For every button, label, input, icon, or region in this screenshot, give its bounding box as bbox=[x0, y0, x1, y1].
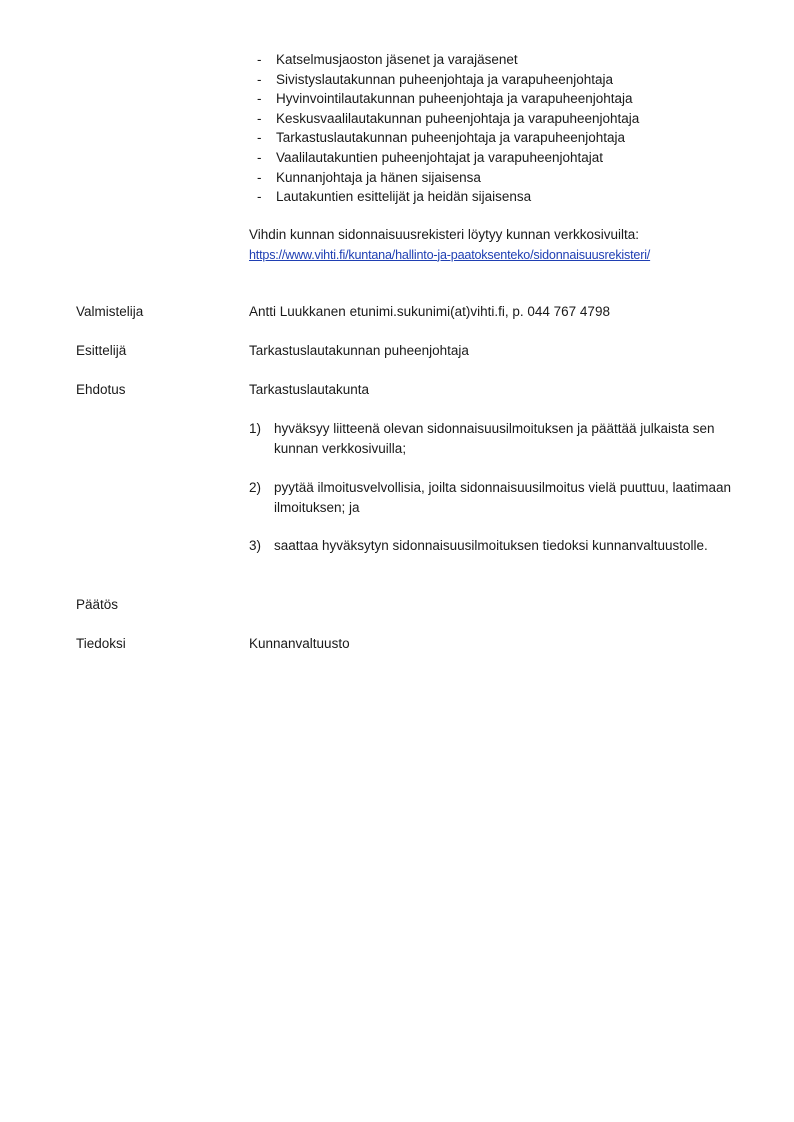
proposal-item bbox=[249, 478, 739, 517]
list-item bbox=[249, 168, 639, 188]
decision-label: Päätös bbox=[76, 597, 119, 612]
list-item-text: Hyvinvointilautakunnan puheenjohtaja ja varapuheenjohtaja bbox=[276, 91, 633, 107]
proposal-item bbox=[249, 419, 739, 458]
preparer-value: Antti Luukkanen etunimi.sukunimi(at)vihti.fi, p. 044 767 4798 bbox=[249, 304, 610, 319]
list-item-text: Sivistyslautakunnan puheenjohtaja ja varapuheenjohtaja bbox=[276, 71, 613, 87]
presenter-label: Esittelijä bbox=[76, 343, 127, 358]
proposal-label: Ehdotus bbox=[76, 382, 126, 397]
notice-label: Tiedoksi bbox=[76, 636, 126, 651]
bullet-dash: - bbox=[257, 189, 262, 205]
list-item-text: Tarkastuslautakunnan puheenjohtaja ja varapuheenjohtaja bbox=[276, 130, 626, 146]
list-item-text: Vaalilautakuntien puheenjohtajat ja varapuheenjohtajat bbox=[276, 149, 604, 165]
bullet-dash: - bbox=[257, 130, 262, 146]
list-item bbox=[249, 89, 639, 109]
bullet-dash: - bbox=[257, 110, 262, 126]
bullet-dash: - bbox=[257, 71, 262, 87]
proposal-item-number: 3) bbox=[249, 538, 262, 553]
proposal-intro: Tarkastuslautakunta bbox=[249, 382, 370, 397]
list-item bbox=[249, 187, 639, 207]
register-text: Vihdin kunnan sidonnaisuusrekisteri löytyy kunnan verkkosivuilta: bbox=[249, 227, 639, 242]
members-list bbox=[249, 50, 639, 207]
list-item bbox=[249, 70, 639, 90]
bullet-dash: - bbox=[257, 91, 262, 107]
proposal-item bbox=[249, 536, 739, 556]
list-item-text: Katselmusjaoston jäsenet ja varajäsenet bbox=[276, 52, 518, 67]
proposal-item-text: pyytää ilmoitusvelvollisia, joilta sidonnaisuusilmoitus vielä puuttuu, laatimaan ilmoituksen; ja bbox=[274, 480, 731, 515]
proposal-item-number: 2) bbox=[249, 480, 262, 495]
presenter-value: Tarkastuslautakunnan puheenjohtaja bbox=[249, 343, 469, 358]
list-item-text: Lautakuntien esittelijät ja heidän sijaisensa bbox=[276, 189, 532, 205]
register-link[interactable]: https://www.vihti.fi/kuntana/hallinto-ja-paatoksenteko/sidonnaisuusrekisteri/ bbox=[249, 247, 651, 262]
bullet-dash: - bbox=[257, 149, 262, 165]
bullet-dash: - bbox=[257, 169, 262, 185]
list-item-text: Kunnanjohtaja ja hänen sijaisensa bbox=[276, 169, 481, 185]
proposal-item-text: saattaa hyväksytyn sidonnaisuusilmoituksen tiedoksi kunnanvaltuustolle. bbox=[274, 538, 708, 553]
proposal-item-number: 1) bbox=[249, 421, 262, 436]
notice-value: Kunnanvaltuusto bbox=[249, 636, 350, 651]
list-item bbox=[249, 50, 639, 70]
register-info bbox=[249, 225, 650, 265]
list-item bbox=[249, 148, 639, 168]
proposal-item-text: hyväksyy liitteenä olevan sidonnaisuusilmoituksen ja päättää julkaista sen kunnan verkkosivuilla; bbox=[274, 421, 715, 456]
preparer-label: Valmistelija bbox=[76, 304, 144, 319]
list-item bbox=[249, 109, 639, 129]
list-item-text: Keskusvaalilautakunnan puheenjohtaja ja varapuheenjohtaja bbox=[276, 110, 640, 126]
list-item bbox=[249, 128, 639, 148]
bullet-dash: - bbox=[257, 52, 262, 67]
